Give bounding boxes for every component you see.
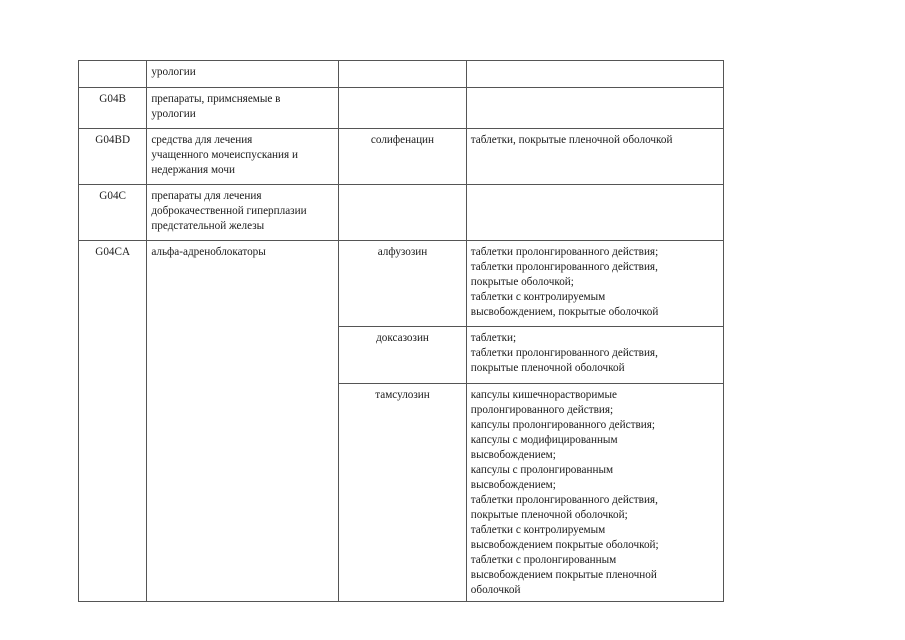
dosage-form-cell [466, 61, 723, 88]
table-row [79, 88, 724, 129]
table-row [79, 61, 724, 88]
atc-code-cell [79, 61, 147, 88]
dosage-form-cell [466, 129, 723, 185]
dosage-form-cell [466, 384, 723, 602]
group-name-cell [147, 185, 339, 241]
group-name-cell [147, 61, 339, 88]
group-name-cell [147, 88, 339, 129]
table-row [79, 129, 724, 185]
table-row [79, 185, 724, 241]
atc-code-cell [79, 88, 147, 129]
group-name: средства для лечения учащенного мочеиспускания и недержания мочи [151, 134, 298, 176]
atc-code-cell [79, 185, 147, 241]
document-page [78, 60, 724, 602]
dosage-form-cell [466, 241, 723, 327]
dosage-form: таблетки; таблетки пролонгированного действия, покрытые пленочной оболочкой [470, 332, 658, 374]
group-name: урологии [151, 66, 196, 78]
drug-classification-table [78, 60, 724, 602]
drug-name: алфузозин [377, 246, 428, 258]
dosage-form-cell [466, 327, 723, 384]
dosage-form-cell [466, 88, 723, 129]
group-name: препараты, примсняемые в урологии [151, 93, 281, 120]
group-name: препараты для лечения доброкачественной гиперплазии предстательной железы [151, 190, 307, 232]
drug-name-cell [339, 129, 467, 185]
group-name-cell [147, 129, 339, 185]
drug-name-cell [339, 88, 467, 129]
dosage-form: таблетки, покрытые пленочной оболочкой [470, 134, 673, 146]
dosage-form-cell [466, 185, 723, 241]
dosage-form: капсулы кишечнорастворимые пролонгированного действия; капсулы пролонгированного действия; капсулы с модифицированным высвобождением; капсулы с пролонгированным высвобождением; таблетки пролонгированного действия, покрытые пленочной оболочкой; таблетки с контролируемым высвобождением покрытые оболочкой; таблетки с пролонгированным высвобождением покрытые пленочной оболочкой [470, 389, 659, 596]
atc-code-cell [79, 241, 147, 602]
drug-name-cell [339, 61, 467, 88]
group-name-cell [147, 241, 339, 602]
atc-code-cell [79, 129, 147, 185]
atc-code: G04C [99, 190, 127, 202]
drug-name-cell [339, 241, 467, 327]
drug-name: тамсулозин [375, 389, 430, 401]
dosage-form: таблетки пролонгированного действия; таблетки пролонгированного действия, покрытые оболочкой; таблетки с контролируемым высвобождением, покрытые оболочкой [470, 246, 659, 318]
group-name: альфа-адреноблокаторы [151, 246, 266, 258]
drug-name-cell [339, 185, 467, 241]
atc-code: G04CA [95, 246, 131, 258]
atc-code: G04B [99, 93, 127, 105]
drug-name: доксазозин [376, 332, 429, 344]
drug-name: солифенацин [370, 134, 435, 146]
drug-name-cell [339, 327, 467, 384]
drug-name-cell [339, 384, 467, 602]
atc-code: G04BD [95, 134, 131, 146]
table-row [79, 241, 724, 327]
